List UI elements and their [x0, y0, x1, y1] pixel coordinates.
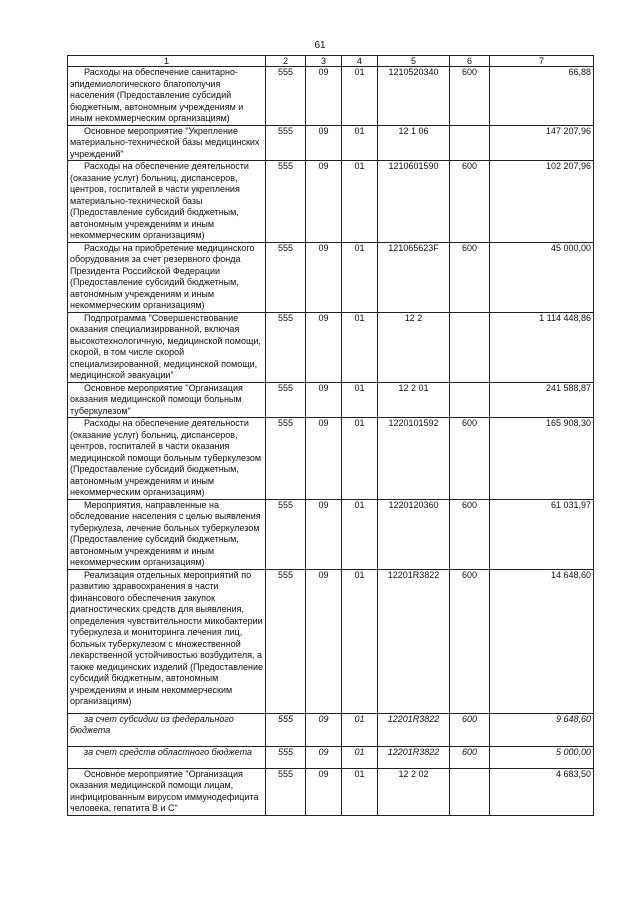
row-subsection: 01: [342, 242, 378, 312]
row-subsection: 01: [342, 67, 378, 126]
row-subsection: 01: [342, 713, 378, 746]
row-target-item: 12201R3822: [378, 569, 450, 713]
table-row: [68, 713, 594, 746]
row-amount: 1 114 448,86: [490, 312, 594, 382]
row-amount: 102 207,96: [490, 161, 594, 243]
row-target-item: 1210601590: [378, 161, 450, 243]
row-amount: 241 588,87: [490, 382, 594, 418]
row-amount: 5 000,00: [490, 746, 594, 768]
header-col-3: 3: [306, 56, 342, 67]
table-row: [68, 569, 594, 713]
row-subsection: 01: [342, 161, 378, 243]
row-amount: 45 000,00: [490, 242, 594, 312]
row-expense-type: 600: [450, 713, 490, 746]
header-col-4: 4: [342, 56, 378, 67]
row-expense-type: 600: [450, 161, 490, 243]
row-section: 09: [306, 713, 342, 746]
row-expense-type: 600: [450, 67, 490, 126]
row-section: 09: [306, 569, 342, 713]
table-row: [68, 382, 594, 418]
row-subsection: 01: [342, 125, 378, 161]
row-subsection: 01: [342, 418, 378, 500]
row-admin-code: 555: [266, 418, 306, 500]
table-row: [68, 67, 594, 126]
header-col-7: 7: [490, 56, 594, 67]
row-target-item: 12201R3822: [378, 746, 450, 768]
header-col-5: 5: [378, 56, 450, 67]
row-section: 09: [306, 382, 342, 418]
row-amount: 165 908,30: [490, 418, 594, 500]
row-target-item: 12 2 01: [378, 382, 450, 418]
row-section: 09: [306, 125, 342, 161]
table-row: [68, 418, 594, 500]
table-row: [68, 125, 594, 161]
row-name: Мероприятия, направленные на обследование населения с целью выявления туберкулеза, лечение больных туберкулезом (Предоставление субсидий бюджетным, автономным учреждениям и иным некоммерческим организациям): [68, 499, 266, 569]
row-admin-code: 555: [266, 569, 306, 713]
row-amount: 9 648,60: [490, 713, 594, 746]
header-col-1: 1: [68, 56, 266, 67]
row-section: 09: [306, 418, 342, 500]
row-name: Подпрограмма "Совершенствование оказания специализированной, включая высокотехнологичную, медицинской помощи, скорой, в том числе скорой специализированной, медицинской помощи, медицинской эвакуации": [68, 312, 266, 382]
header-col-6: 6: [450, 56, 490, 67]
row-admin-code: 555: [266, 67, 306, 126]
row-subsection: 01: [342, 382, 378, 418]
row-admin-code: 555: [266, 499, 306, 569]
row-amount: 4 683,50: [490, 768, 594, 815]
row-subsection: 01: [342, 746, 378, 768]
table-row: [68, 768, 594, 815]
table-row: [68, 161, 594, 243]
row-expense-type: 600: [450, 746, 490, 768]
table-row: [68, 312, 594, 382]
row-target-item: 12 2: [378, 312, 450, 382]
row-expense-type: [450, 125, 490, 161]
row-subsection: 01: [342, 768, 378, 815]
row-target-item: 121065623F: [378, 242, 450, 312]
row-section: 09: [306, 161, 342, 243]
row-admin-code: 555: [266, 713, 306, 746]
row-name: Расходы на обеспечение деятельности (оказание услуг) больниц, диспансеров, центров, госпиталей в части оказания медицинской помощи больным туберкулезом (Предоставление субсидий бюджетным, автономным учреждениям и иным некоммерческим организациям): [68, 418, 266, 500]
row-name: Расходы на обеспечение санитарно-эпидемиологического благополучия населения (Предоставление субсидий бюджетным, автономным учреждениям и иным некоммерческим организациям): [68, 67, 266, 126]
row-name: Основное мероприятие "Организация оказания медицинской помощи больным туберкулезом": [68, 382, 266, 418]
row-name: Реализация отдельных мероприятий по развитию здравоохранения в части финансового обеспечения закупок диагностических средств для выявления, определения чувствительности микобактерии туберкулеза и мониторинга лечения лиц, больных туберкулезом с множественной лекарственной устойчивостью возбудителя, а также медицинских изделий (Предоставление субсидий бюджетным, автономным учреждениям и иным некоммерческим организациям): [68, 569, 266, 713]
row-admin-code: 555: [266, 242, 306, 312]
row-target-item: 1220120360: [378, 499, 450, 569]
row-name: за счет субсидии из федерального бюджета: [68, 713, 266, 746]
row-expense-type: 600: [450, 242, 490, 312]
row-admin-code: 555: [266, 382, 306, 418]
row-amount: 61 031,97: [490, 499, 594, 569]
row-name: Основное мероприятие "Укрепление материально-технической базы медицинских учреждений": [68, 125, 266, 161]
header-col-2: 2: [266, 56, 306, 67]
row-admin-code: 555: [266, 312, 306, 382]
row-admin-code: 555: [266, 161, 306, 243]
row-target-item: 12 2 02: [378, 768, 450, 815]
row-amount: 147 207,96: [490, 125, 594, 161]
row-name: Основное мероприятие "Организация оказания медицинской помощи лицам, инфицированным вирусом иммунодефицита человека, гепатита В и С": [68, 768, 266, 815]
row-section: 09: [306, 499, 342, 569]
table-body: [68, 67, 594, 816]
table-row: [68, 746, 594, 768]
table-row: [68, 499, 594, 569]
row-name: за счет средств областного бюджета: [68, 746, 266, 768]
row-target-item: 12201R3822: [378, 713, 450, 746]
row-expense-type: 600: [450, 418, 490, 500]
row-name: Расходы на обеспечение деятельности (оказание услуг) больниц, диспансеров, центров, госпиталей в части укрепления материально-технической базы (Предоставление субсидий бюджетным, автономным учреждениям и иным некоммерческим организациям): [68, 161, 266, 243]
row-target-item: 12 1 06: [378, 125, 450, 161]
row-name: Расходы на приобретение медицинского оборудования за счет резервного фонда Президента Российской Федерации (Предоставление субсидий бюджетным, автономным учреждениям и иным некоммерческим организациям): [68, 242, 266, 312]
row-section: 09: [306, 768, 342, 815]
row-section: 09: [306, 242, 342, 312]
row-target-item: 1220101592: [378, 418, 450, 500]
row-admin-code: 555: [266, 125, 306, 161]
row-expense-type: 600: [450, 499, 490, 569]
row-admin-code: 555: [266, 768, 306, 815]
header-row: [68, 56, 594, 67]
row-section: 09: [306, 746, 342, 768]
row-expense-type: [450, 382, 490, 418]
row-amount: 14 648,60: [490, 569, 594, 713]
row-section: 09: [306, 67, 342, 126]
row-section: 09: [306, 312, 342, 382]
budget-table: [67, 55, 594, 816]
row-expense-type: [450, 768, 490, 815]
row-subsection: 01: [342, 499, 378, 569]
table-row: [68, 242, 594, 312]
row-subsection: 01: [342, 569, 378, 713]
row-expense-type: 600: [450, 569, 490, 713]
row-admin-code: 555: [266, 746, 306, 768]
row-subsection: 01: [342, 312, 378, 382]
row-target-item: 1210520340: [378, 67, 450, 126]
row-expense-type: [450, 312, 490, 382]
page-number: 61: [314, 40, 326, 51]
row-amount: 66,88: [490, 67, 594, 126]
